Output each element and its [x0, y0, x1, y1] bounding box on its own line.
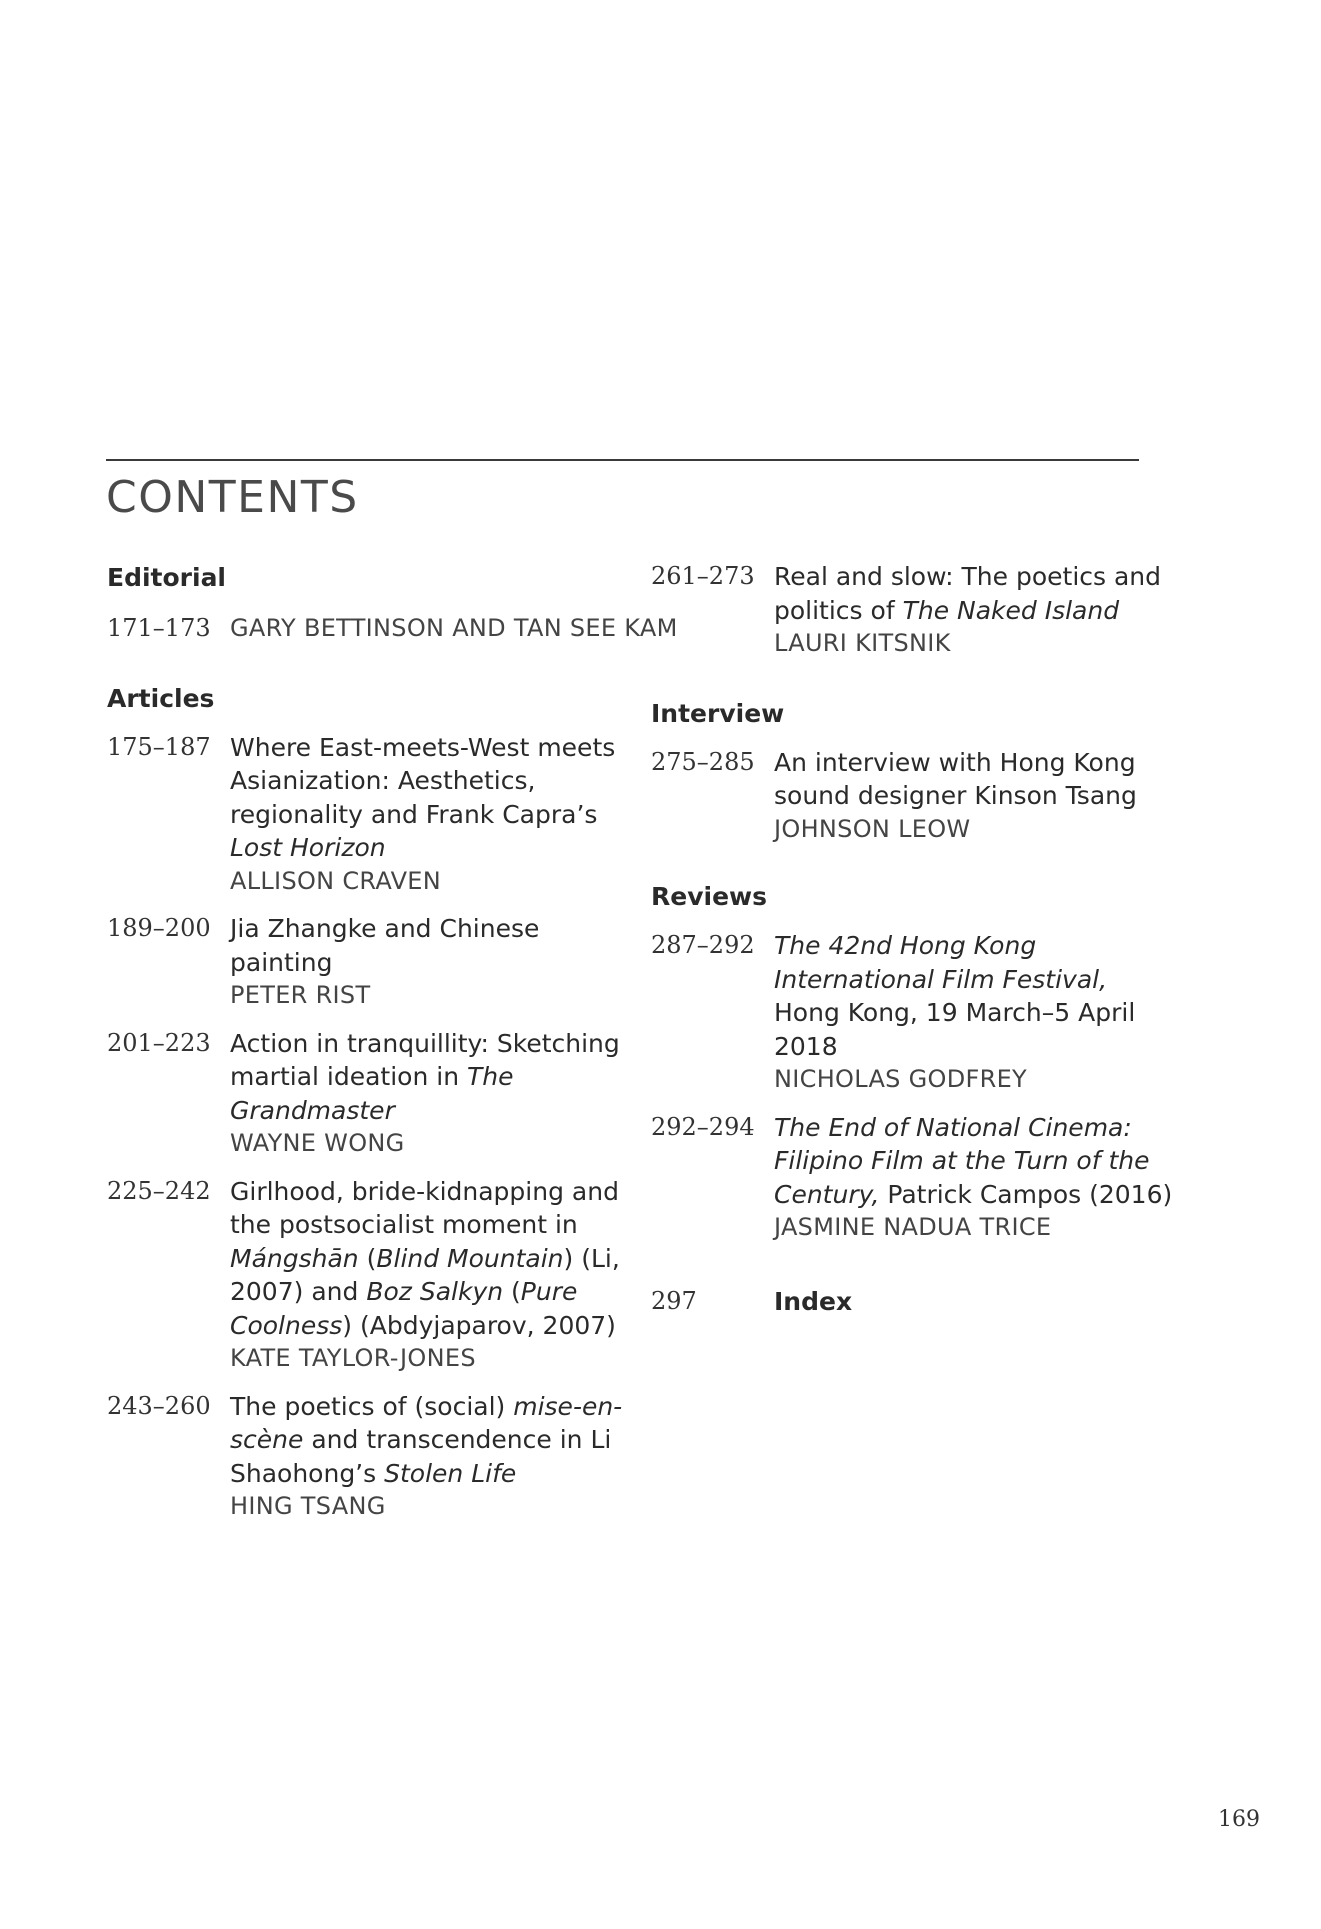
entry-author: HING TSANG	[230, 1492, 386, 1520]
page-range: 243–260	[107, 1391, 211, 1420]
toc-entry	[107, 1175, 620, 1376]
page-range: 275–285	[651, 747, 755, 776]
toc-entry	[107, 912, 630, 1013]
toc-entry	[651, 929, 1179, 1097]
page-range: 297	[651, 1286, 697, 1315]
page-number: 169	[1218, 1807, 1260, 1832]
entry-title: An interview with Hong Kong sound designer Kinson Tsang	[774, 747, 1137, 810]
toc-entry-index	[651, 1285, 1179, 1319]
entry-author: KATE TAYLOR-JONES	[230, 1344, 476, 1372]
section-heading-articles: Articles	[107, 683, 215, 713]
top-rule	[106, 459, 1139, 461]
entry-author: ALLISON CRAVEN	[230, 866, 442, 895]
entry-author: JOHNSON LEOW	[774, 814, 971, 843]
page-range: 287–292	[651, 931, 755, 959]
entry-title: The End of National Cinema: Filipino Film at the Turn of the Century, Patrick Campos (2016)	[774, 1112, 1173, 1209]
section-heading-editorial: Editorial	[107, 563, 227, 592]
right-column	[651, 560, 1171, 1318]
entry-title: Action in tranquillity: Sketching martial ideation in The Grandmaster	[230, 1028, 620, 1125]
entry-title: Real and slow: The poetics and politics of The Naked Island	[774, 562, 1162, 625]
page-range: 189–200	[107, 914, 211, 942]
entry-author: GARY BETTINSON AND TAN SEE KAM	[230, 614, 678, 642]
toc-entry	[651, 1111, 1179, 1245]
toc-entry	[107, 612, 720, 646]
entry-author: PETER RIST	[230, 981, 371, 1009]
entry-title: The poetics of (social) mise-en-scène and transcendence in Li Shaohong’s Stolen Life	[230, 1391, 623, 1488]
toc-entry	[107, 1027, 630, 1161]
entry-author: LAURI KITSNIK	[774, 629, 951, 657]
page-range: 261–273	[651, 562, 755, 590]
entry-title: The 42nd Hong Kong International Film Festival, Hong Kong, 19 March–5 April 2018	[774, 931, 1136, 1061]
page-range: 225–242	[107, 1176, 211, 1205]
entry-title: Jia Zhangke and Chinese painting	[230, 914, 540, 977]
section-heading-interview: Interview	[651, 698, 785, 728]
toc-entry	[651, 746, 1179, 847]
page-range: 292–294	[651, 1112, 755, 1141]
entry-title: Girlhood, bride-kidnapping and the postsocialist moment in Mángshān (Blind Mountain) (Li, 2007) and Boz Salkyn (Pure Coolness) (Abdyjaparov, 2007)	[230, 1176, 620, 1340]
page-range: 175–187	[107, 732, 211, 761]
page-range: 201–223	[107, 1028, 211, 1057]
page-title: CONTENTS	[106, 472, 359, 523]
page-range: 171–173	[107, 614, 211, 642]
entry-title: Where East-meets-West meets Asianization: Aesthetics, regionality and Frank Capra’s Lost Horizon	[230, 732, 616, 862]
entry-author: JASMINE NADUA TRICE	[774, 1213, 1052, 1241]
index-label: Index	[774, 1286, 853, 1316]
entry-author: WAYNE WONG	[230, 1129, 405, 1157]
toc-entry	[107, 1390, 630, 1524]
toc-entry	[651, 560, 1179, 661]
section-heading-reviews: Reviews	[651, 882, 768, 911]
entry-author: NICHOLAS GODFREY	[774, 1065, 1028, 1093]
toc-entry	[107, 731, 630, 899]
